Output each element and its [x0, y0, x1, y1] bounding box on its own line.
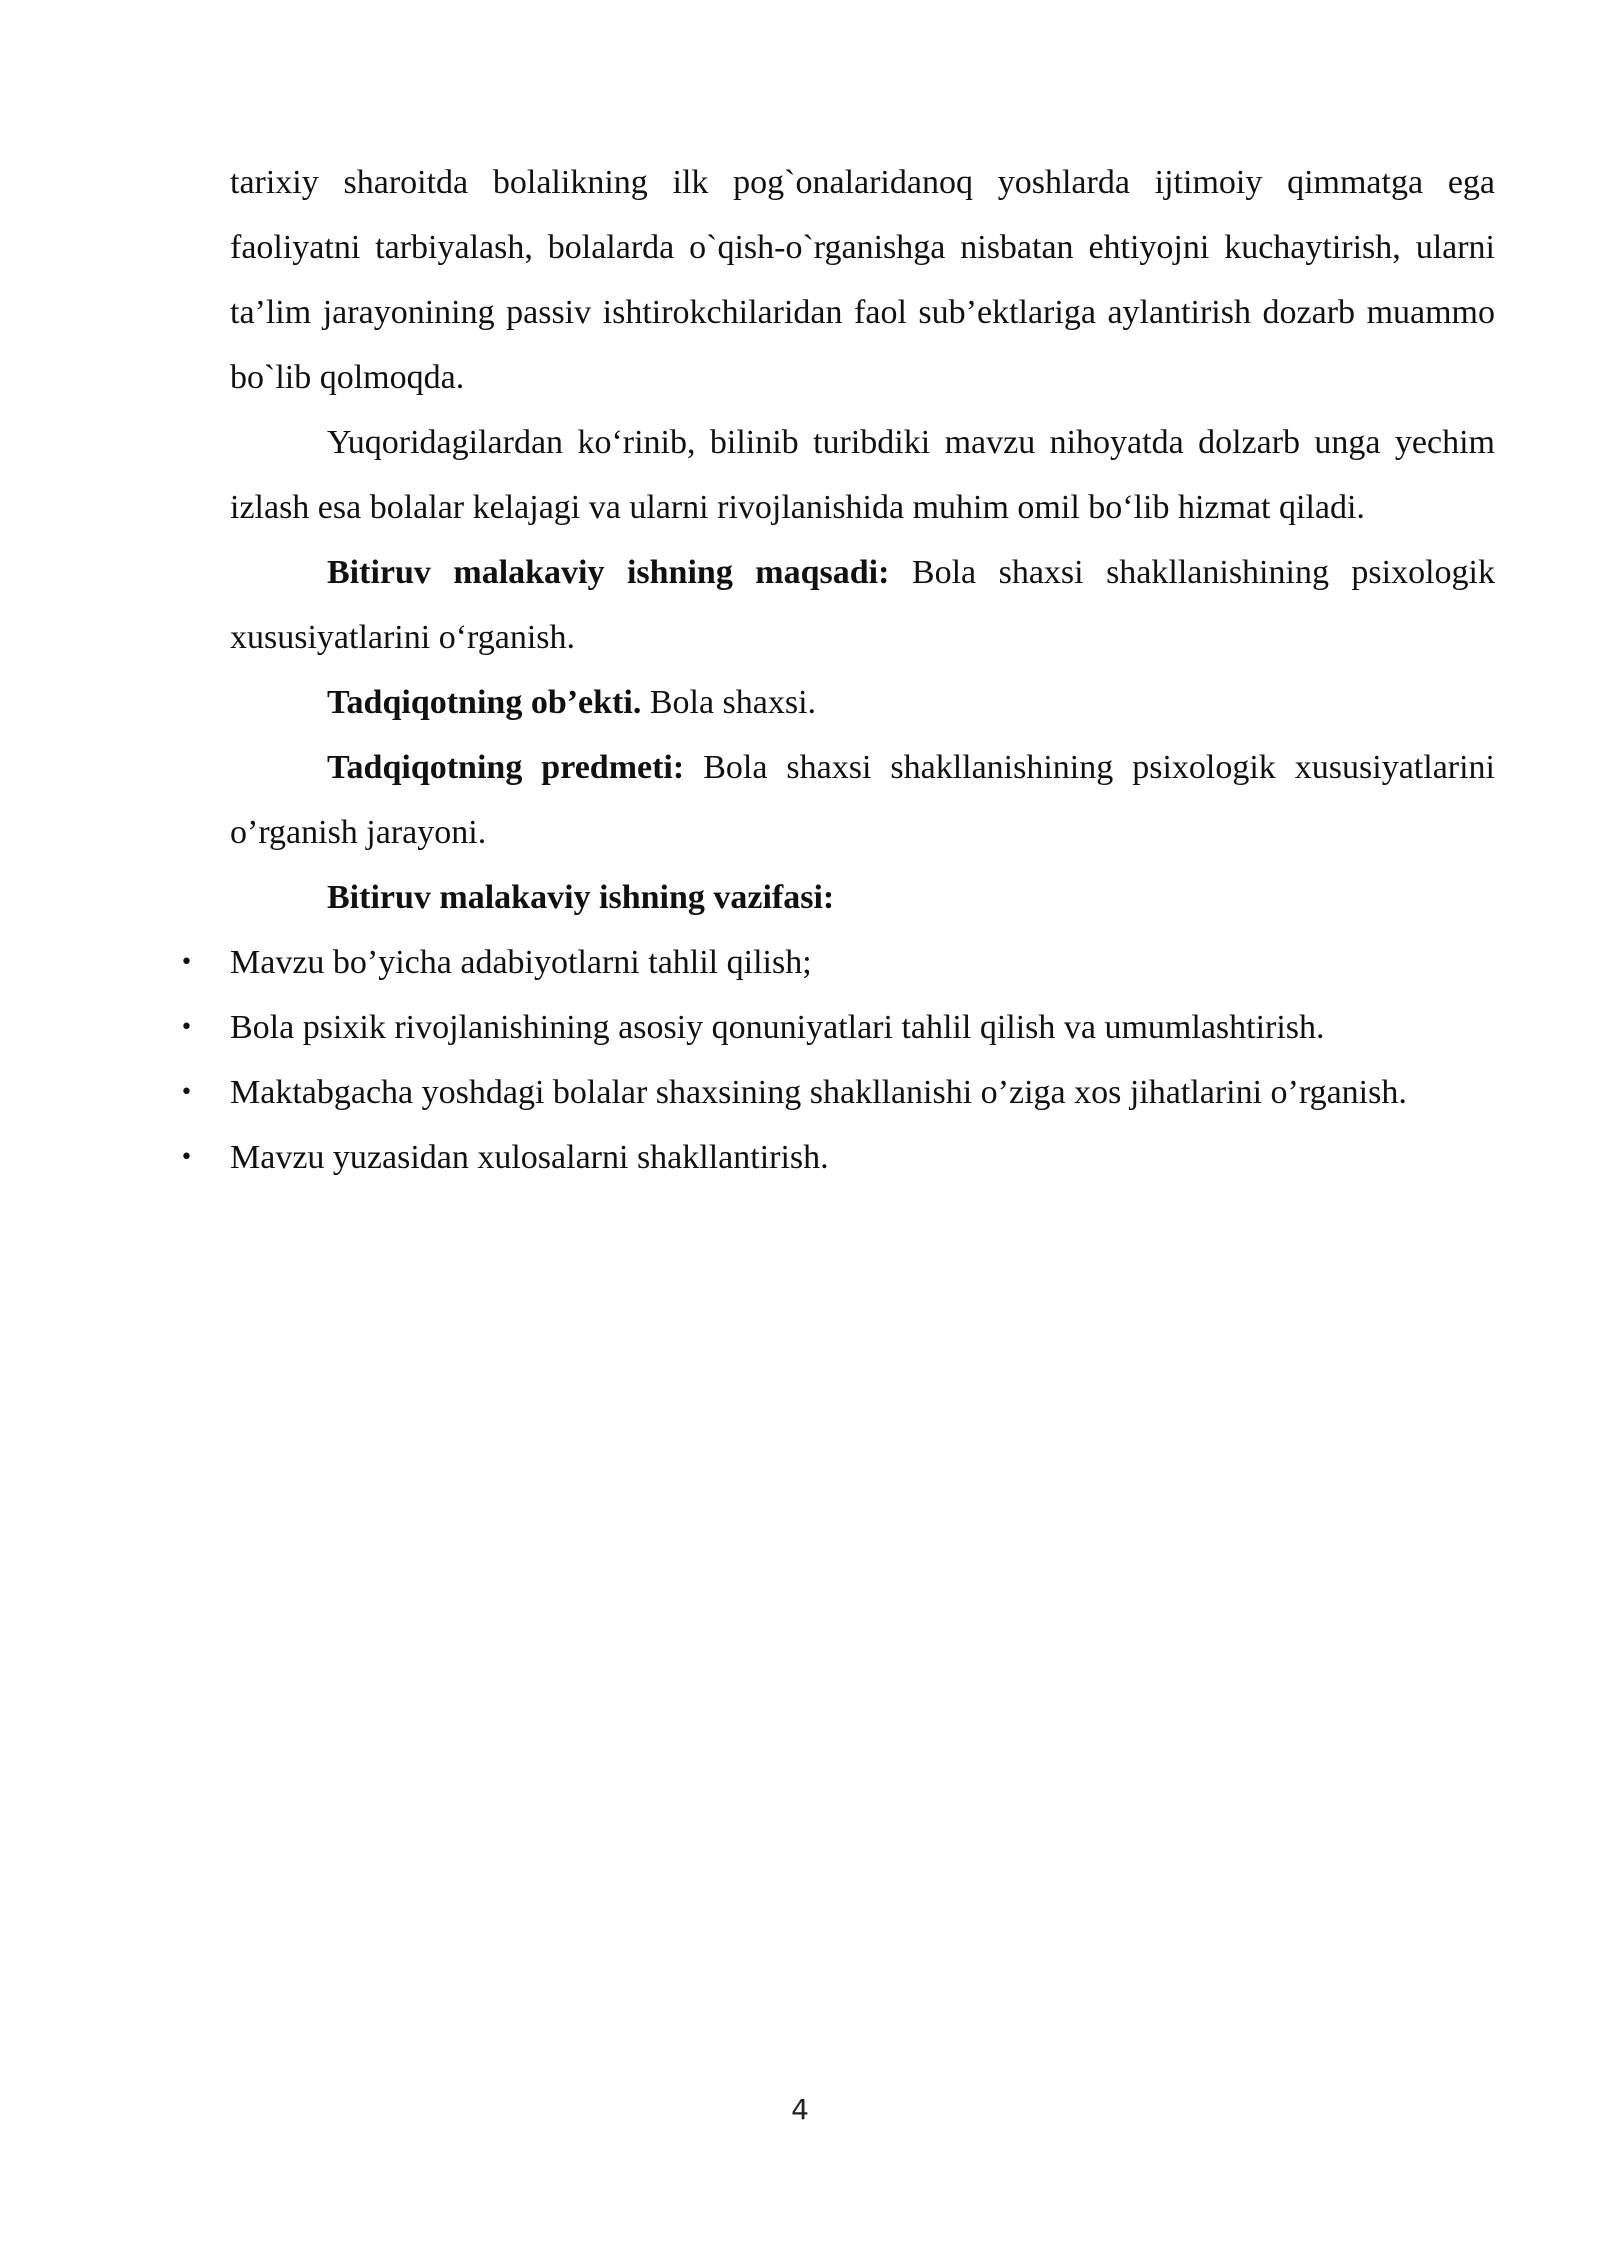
list-item [180, 1060, 1495, 1125]
list-item [180, 930, 1495, 995]
object-paragraph [230, 670, 1495, 735]
page-body [180, 150, 1495, 1190]
bullet-icon: • [180, 1015, 193, 1040]
list-item-text: Maktabgacha yoshdagi bolalar shaxsining shakllanishi o’ziga xos jihatlarini o’rganish. [230, 1074, 1407, 1111]
object-text: Bola shaxsi. [641, 684, 817, 721]
bullet-icon: • [180, 1145, 193, 1170]
list-item [180, 995, 1495, 1060]
intro-paragraph: tarixiy sharoitda bolalikning ilk pog`onalaridanoq yoshlarda ijtimoiy qimmatga ega faoliyatni tarbiyalash, bolalarda o`qish-o`rganishga nisbatan ehtiyojni kuchaytirish, ularni ta’lim jarayonining passiv ishtirokchilaridan faol sub’ektlariga aylantirish dozarb muammo bo`lib qolmoqda. [230, 164, 1495, 396]
list-item [180, 1125, 1495, 1190]
relevance-paragraph: Yuqoridagilardan ko‘rinib, bilinib turibdiki mavzu nihoyatda dolzarb unga yechim izlash esa bolalar kelajagi va ularni rivojlanishida muhim omil bo‘lib hizmat qiladi. [230, 424, 1495, 526]
subject-text: Bola shaxsi shakllanishining psixologik xususiyatlarini o’rganish jarayoni. [230, 749, 1495, 851]
bullet-icon: • [180, 950, 193, 975]
page-number: 4 [791, 2093, 809, 2126]
list-item-text: Bola psixik rivojlanishining asosiy qonuniyatlari tahlil qilish va umumlashtirish. [230, 1009, 1325, 1046]
tasks-heading: Bitiruv malakaviy ishning vazifasi: [327, 879, 835, 916]
goal-text: Bola shaxsi shakllanishining psixologik xususiyatlarini o‘rganish. [230, 554, 1495, 656]
tasks-list [180, 930, 1495, 1190]
list-item-text: Mavzu yuzasidan xulosalarni shakllantirish. [230, 1139, 829, 1176]
list-item-text: Mavzu bo’yicha adabiyotlarni tahlil qilish; [230, 944, 812, 981]
goal-label: Bitiruv malakaviy ishning maqsadi: [327, 554, 890, 591]
object-label: Tadqiqotning ob’ekti. [327, 684, 642, 721]
subject-paragraph [230, 735, 1495, 865]
subject-label: Tadqiqotning predmeti: [327, 749, 685, 786]
goal-paragraph [230, 540, 1495, 670]
bullet-icon: • [180, 1080, 193, 1105]
